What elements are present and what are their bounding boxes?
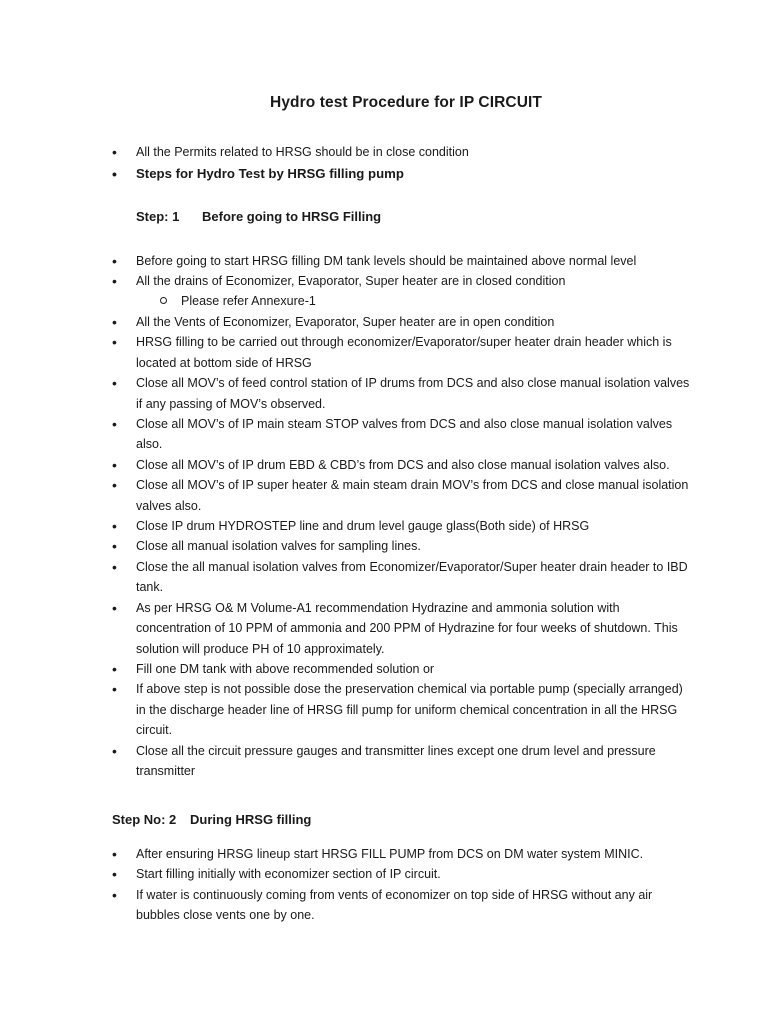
- intro-list: [112, 142, 691, 185]
- list-item: • All the drains of Economizer, Evaporator, Super heater are in closed condition: [112, 271, 691, 291]
- document-title: Hydro test Procedure for IP CIRCUIT: [270, 94, 542, 111]
- step-1-list-a: [112, 251, 691, 292]
- list-item: • Start filling initially with economizer section of IP circuit.: [112, 864, 691, 884]
- list-item: • Close all MOV’s of IP main steam STOP valves from DCS and also close manual isolation valves also.: [112, 414, 691, 455]
- list-item: • HRSG filling to be carried out through economizer/Evaporator/super heater drain header which is located at bottom side of HRSG: [112, 332, 691, 373]
- step-2-heading: [112, 812, 311, 827]
- step-2-list: [112, 844, 691, 926]
- list-item: • As per HRSG O& M Volume-A1 recommendation Hydrazine and ammonia solution with concentration of 10 PPM of ammonia and 200 PPM of Hydrazine for four weeks of shutdown. This solution will produce PH of 10 approximately.: [112, 598, 691, 659]
- step-2-title: During HRSG filling: [190, 812, 312, 827]
- list-item: • Close all MOV’s of IP drum EBD & CBD’s from DCS and also close manual isolation valves also.: [112, 455, 691, 475]
- list-item: • If above step is not possible dose the preservation chemical via portable pump (specially arranged) in the discharge header line of HRSG fill pump for uniform chemical concentration in all the HRSG circuit.: [112, 679, 691, 740]
- step-1-label: Step: 1: [136, 209, 180, 224]
- list-item: • All the Vents of Economizer, Evaporator, Super heater are in open condition: [112, 312, 691, 332]
- list-item: • All the Permits related to HRSG should be in close condition: [112, 142, 691, 162]
- step-1-title: Before going to HRSG Filling: [202, 209, 382, 224]
- list-item: • After ensuring HRSG lineup start HRSG FILL PUMP from DCS on DM water system MINIC.: [112, 844, 691, 864]
- list-item: • Before going to start HRSG filling DM tank levels should be maintained above normal level: [112, 251, 691, 271]
- list-item: • Close all the circuit pressure gauges and transmitter lines except one drum level and pressure transmitter: [112, 741, 691, 782]
- list-item: • Close IP drum HYDROSTEP line and drum level gauge glass(Both side) of HRSG: [112, 516, 691, 536]
- sub-list-item: [160, 291, 316, 311]
- step-1-list-b: [112, 312, 691, 781]
- sub-item-text: Please refer Annexure-1: [181, 294, 316, 308]
- list-item-steps-heading: • Steps for Hydro Test by HRSG filling pump: [112, 164, 691, 184]
- list-item: • Close all MOV’s of IP super heater & main steam drain MOV’s from DCS and close manual isolation valves also.: [112, 475, 691, 516]
- list-item: • Fill one DM tank with above recommended solution or: [112, 659, 691, 679]
- list-item: • Close the all manual isolation valves from Economizer/Evaporator/Super heater drain header to IBD tank.: [112, 557, 691, 598]
- list-item: • Close all MOV’s of feed control station of IP drums from DCS and also close manual isolation valves if any passing of MOV’s observed.: [112, 373, 691, 414]
- step-1-heading: [136, 209, 381, 224]
- hollow-bullet-icon: [160, 297, 167, 304]
- list-item: • If water is continuously coming from vents of economizer on top side of HRSG without any air bubbles close vents one by one.: [112, 885, 691, 926]
- list-item: • Close all manual isolation valves for sampling lines.: [112, 536, 691, 556]
- step-2-label: Step No: 2: [112, 812, 177, 827]
